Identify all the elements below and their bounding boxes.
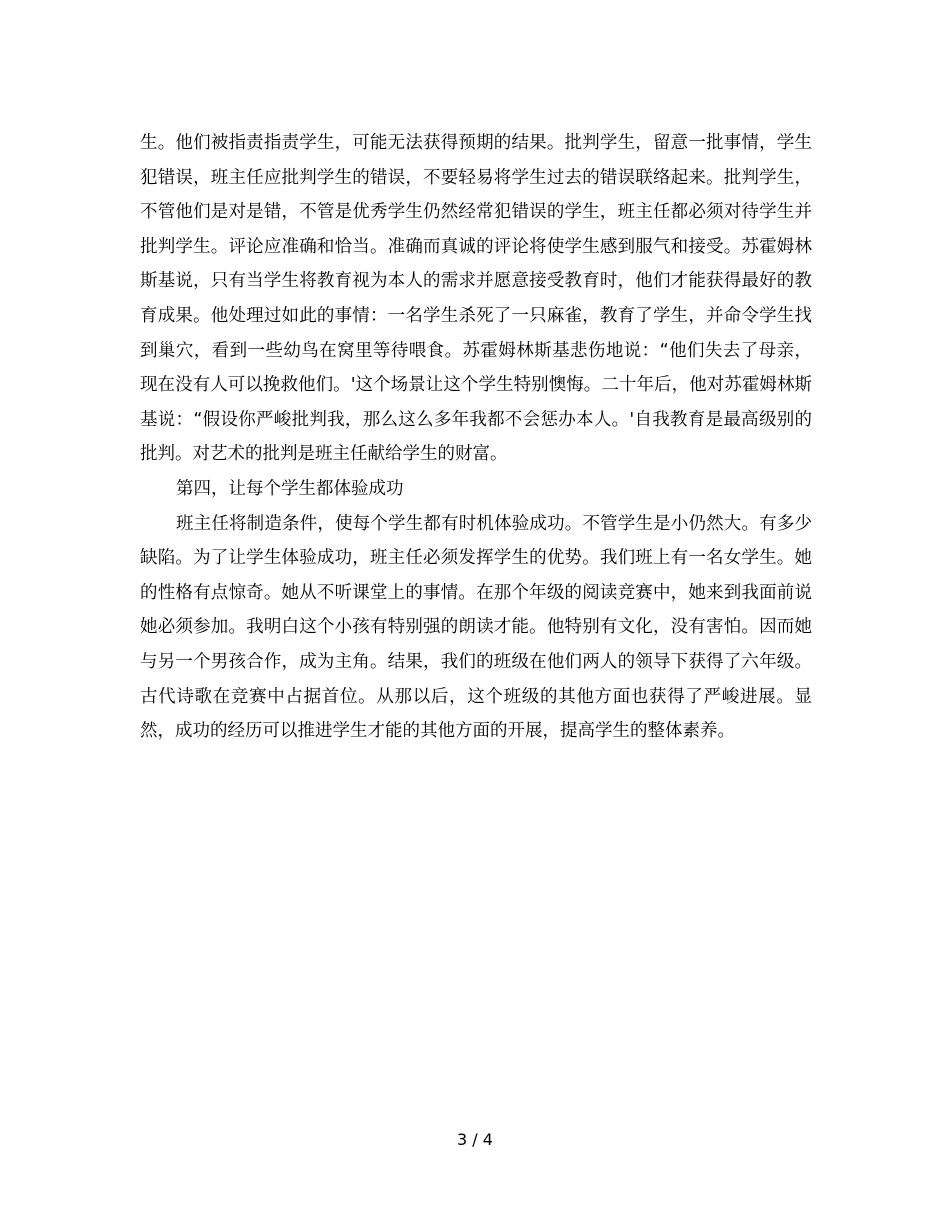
paragraph-experience-success: 班主任将制造条件，使每个学生都有时机体验成功。不管学生是小仍然大。有多少缺陷。为了让学生体验成功，班主任必须发挥学生的优势。我们班上有一名女学生。她的性格有点惊奇。她从不听课堂上的事情。在那个年级的阅读竞赛中，她来到我面前说她必须参加。我明白这个小孩有特别强的朗读才能。他特别有文化，没有害怕。因而她与另一个男孩合作，成为主角。结果，我们的班级在他们两人的领导下获得了六年级。古代诗歌在竞赛中占据首位。从那以后，这个班级的其他方面也获得了严峻进展。显然，成功的经历可以推进学生才能的其他方面的开展，提高学生的整体素养。 — [140, 513, 812, 742]
page-number: 3 / 4 — [457, 1130, 493, 1149]
section-heading-fourth: 第四，让每个学生都体验成功 — [176, 478, 404, 499]
paragraph-criticism-continued: 生。他们被指责指责学生，可能无法获得预期的结果。批判学生，留意一批事情，学生犯错误，班主任应批判学生的错误，不要轻易将学生过去的错误联络起来。批判学生，不管他们是对是错，不管是优秀学生仍然经常犯错误的学生，班主任都必须对待学生并批判学生。评论应准确和恰当。准确而真诚的评论将使学生感到服气和接受。苏霍姆林斯基说，只有当学生将教育视为本人的需求并愿意接受教育时，他们才能获得最好的教育成果。他处理过如此的事情：一名学生杀死了一只麻雀，教育了学生，并命令学生找到巢穴，看到一些幼鸟在窝里等待喂食。苏霍姆林斯基悲伤地说：“他们失去了母亲，现在没有人可以挽救他们。'这个场景让这个学生特别懊悔。二十年后，他对苏霍姆林斯基说：“假设你严峻批判我，那么这么多年我都不会惩办本人。'自我教育是最高级别的批判。对艺术的批判是班主任献给学生的财富。 — [140, 133, 812, 465]
document-body — [140, 126, 812, 749]
